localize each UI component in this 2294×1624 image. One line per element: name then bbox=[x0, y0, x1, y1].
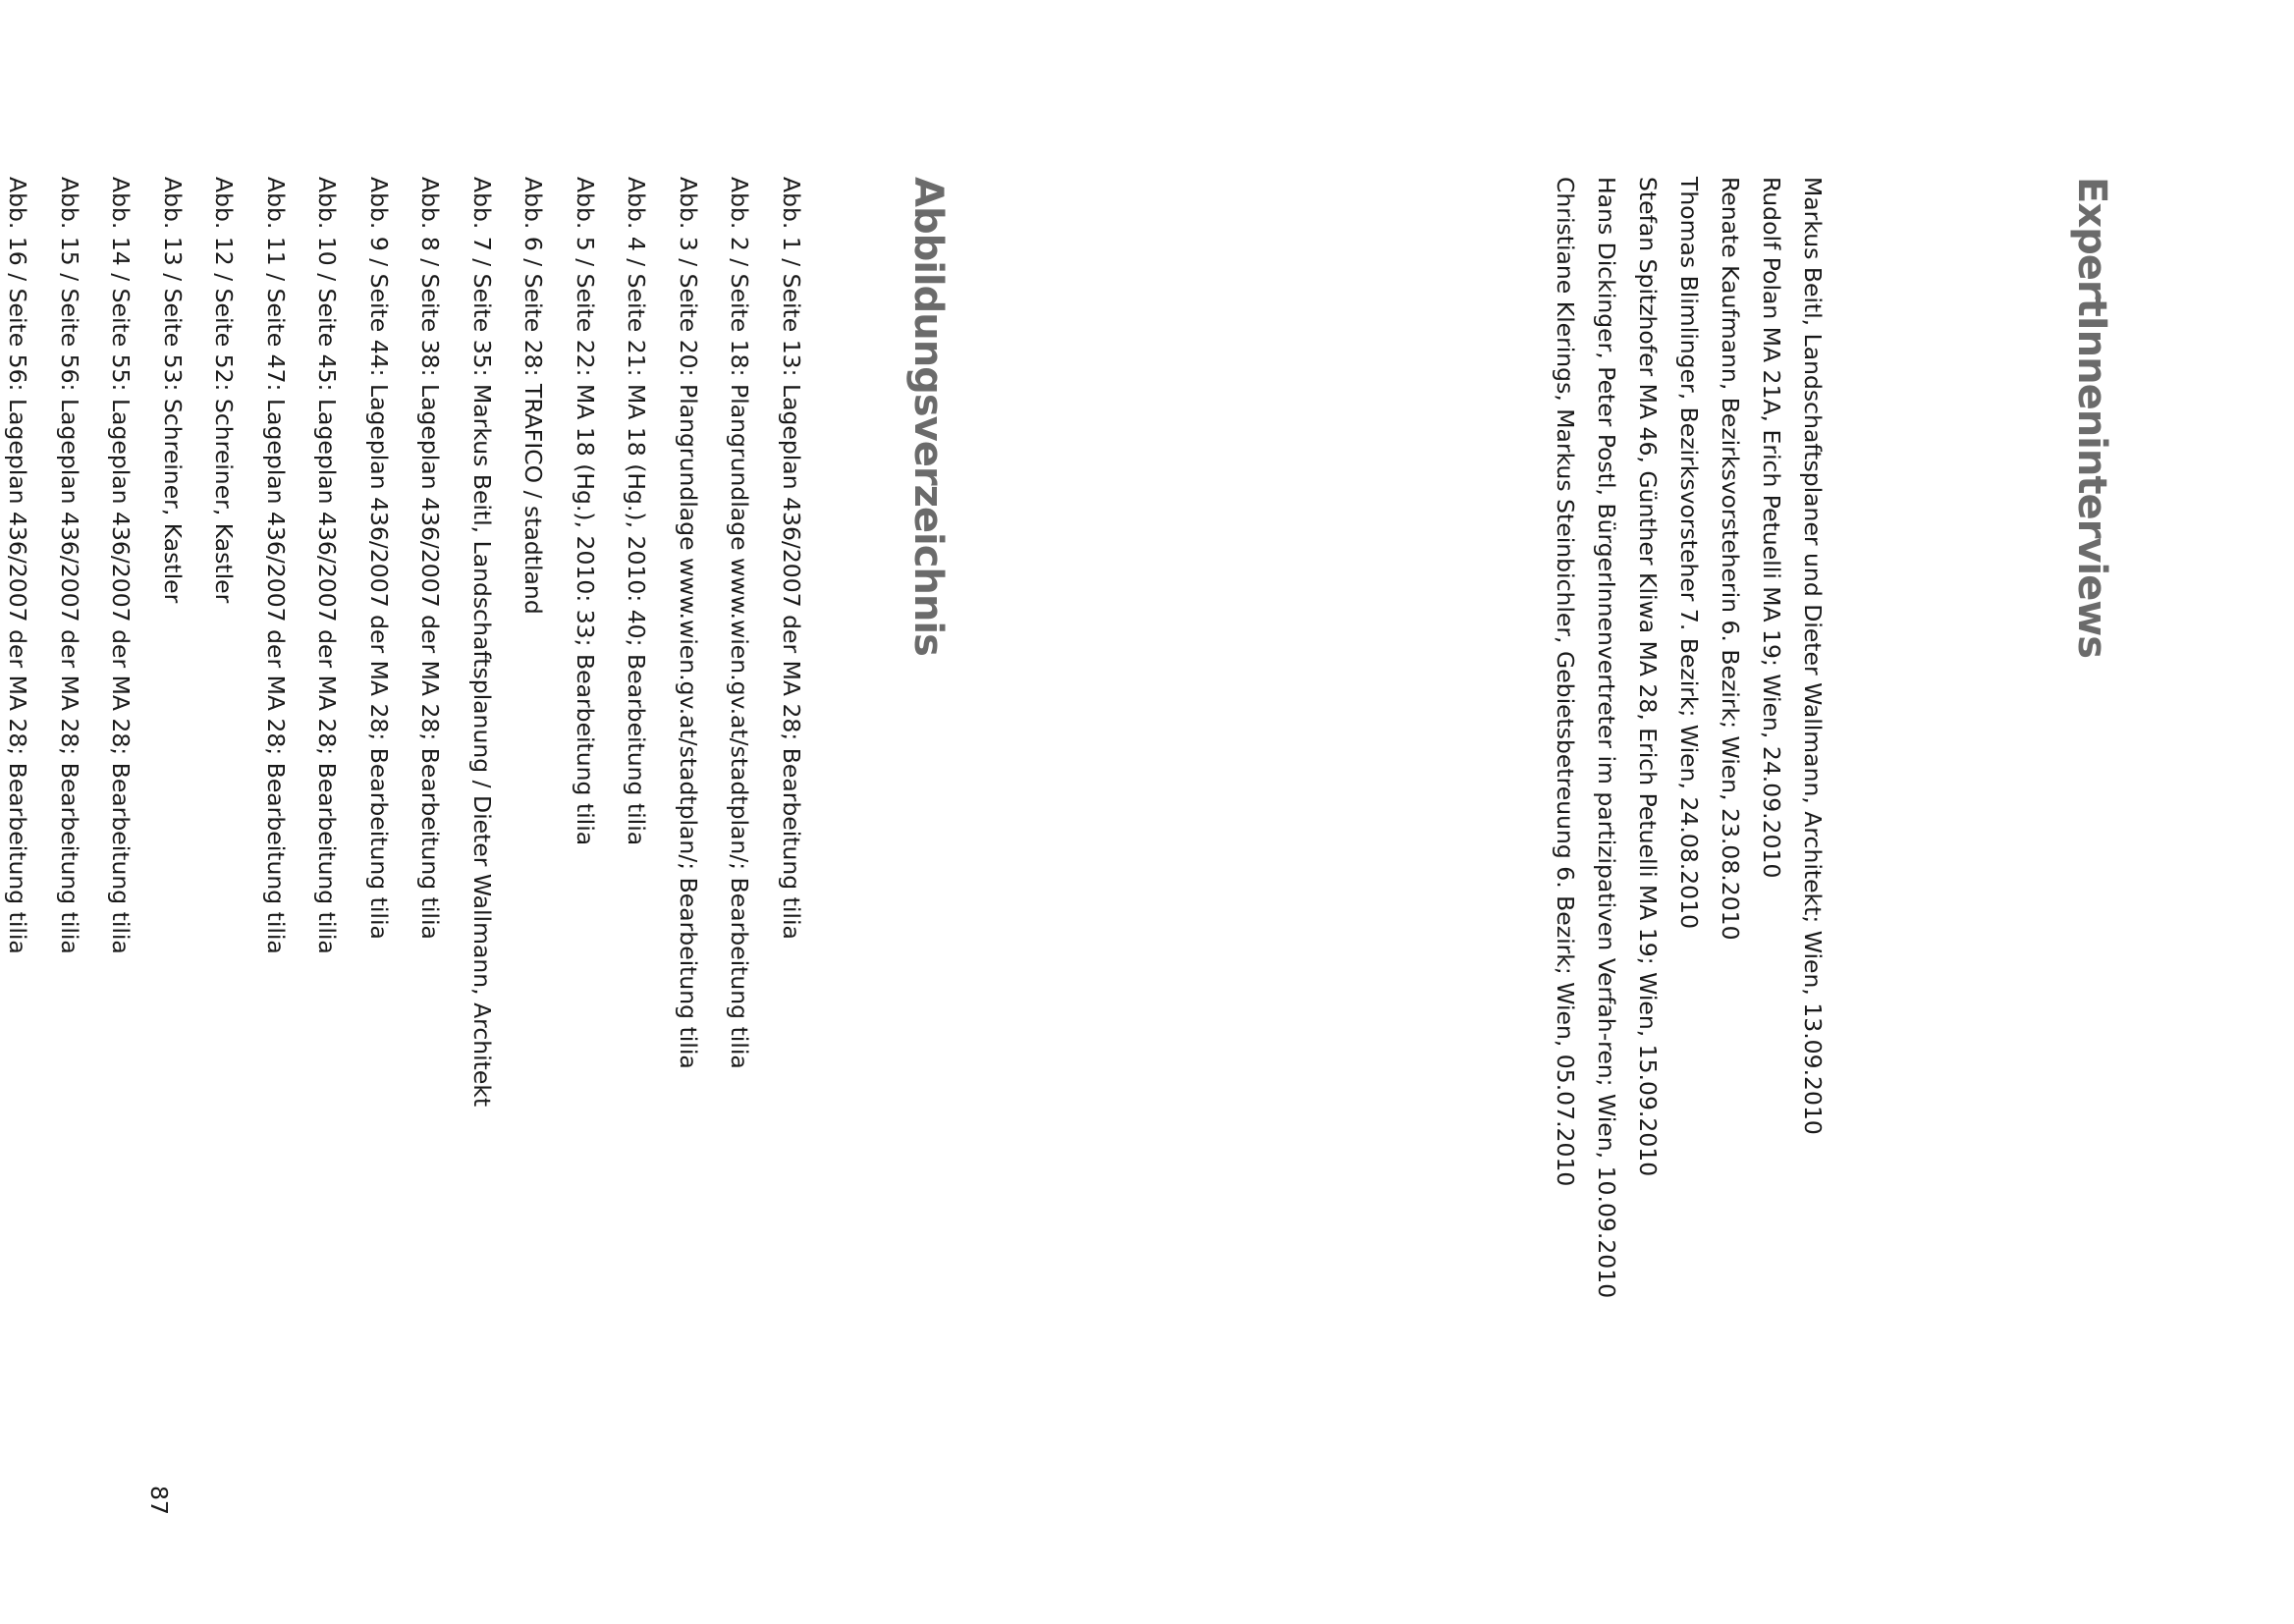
figures-list bbox=[0, 177, 805, 1316]
figure-entry: Abb. 7 / Seite 35: Markus Beitl, Landschaftsplanung / Dieter Wallmann, Architekt bbox=[468, 177, 496, 1108]
figure-entry: Abb. 2 / Seite 18: Plangrundlage www.wien.gv.at/stadtplan/; Bearbeitung tilia bbox=[726, 177, 754, 1069]
figure-entry: Abb. 3 / Seite 20: Plangrundlage www.wien.gv.at/stadtplan/; Bearbeitung tilia bbox=[675, 177, 702, 1069]
figure-entry: Abb. 5 / Seite 22: MA 18 (Hg.), 2010: 33; Bearbeitung tilia bbox=[572, 177, 599, 846]
interviews-heading: ExpertInneninterviews bbox=[2069, 177, 2114, 659]
figure-entry: Abb. 11 / Seite 47: Lageplan 436/2007 der MA 28; Bearbeitung tilia bbox=[262, 177, 290, 954]
interview-entry: Markus Beitl, Landschaftsplaner und Dieter Wallmann, Architekt; Wien, 13.09.2010 bbox=[1799, 177, 1827, 1135]
interview-entry: Stefan Spitzhofer MA 46, Günther Kliwa MA 28, Erich Petuelli MA 19; Wien, 15.09.2010 bbox=[1634, 177, 1662, 1177]
figure-entry: Abb. 8 / Seite 38: Lageplan 436/2007 der MA 28; Bearbeitung tilia bbox=[416, 177, 445, 940]
figure-entry: Abb. 1 / Seite 13: Lageplan 436/2007 der MA 28; Bearbeitung tilia bbox=[778, 177, 805, 940]
figure-entry: Abb. 16 / Seite 56: Lageplan 436/2007 der MA 28; Bearbeitung tilia bbox=[4, 177, 32, 954]
figure-entry: Abb. 9 / Seite 44: Lageplan 436/2007 der MA 28; Bearbeitung tilia bbox=[365, 177, 393, 940]
figure-entry: Abb. 13 / Seite 53: Schreiner, Kastler bbox=[159, 177, 187, 604]
interview-entry: Hans Dickinger, Peter Postl, BürgerInnenvertreter im partizipativen Verfah-ren; Wien, 10.09.2010 bbox=[1593, 177, 1620, 1299]
interview-entry: Rudolf Polan MA 21A, Erich Petuelli MA 19; Wien, 24.09.2010 bbox=[1758, 177, 1785, 879]
figure-entry: Abb. 10 / Seite 45: Lageplan 436/2007 der MA 28; Bearbeitung tilia bbox=[313, 177, 342, 954]
interview-entry: Renate Kaufmann, Bezirksvorsteherin 6. Bezirk; Wien, 23.08.2010 bbox=[1717, 177, 1744, 941]
interviews-list bbox=[1538, 177, 1827, 1316]
interview-entry: Thomas Blimlinger, Bezirksvorsteher 7. Bezirk; Wien, 24.08.2010 bbox=[1675, 177, 1703, 930]
figure-entry: Abb. 15 / Seite 56: Lageplan 436/2007 der MA 28; Bearbeitung tilia bbox=[56, 177, 83, 954]
figure-entry: Abb. 6 / Seite 28: TRAFICO / stadtland bbox=[519, 177, 548, 615]
figure-entry: Abb. 4 / Seite 21: MA 18 (Hg.), 2010: 40; Bearbeitung tilia bbox=[623, 177, 651, 846]
figure-entry: Abb. 14 / Seite 55: Lageplan 436/2007 der MA 28; Bearbeitung tilia bbox=[107, 177, 136, 954]
figures-heading: Abbildungsverzeichnis bbox=[905, 177, 951, 656]
interview-entry: Christiane Klerings, Markus Steinbichler, Gebietsbetreuung 6. Bezirk; Wien, 05.07.2010 bbox=[1552, 177, 1579, 1187]
page-number: 87 bbox=[145, 1486, 173, 1515]
figure-entry: Abb. 12 / Seite 52: Schreiner, Kastler bbox=[210, 177, 239, 604]
